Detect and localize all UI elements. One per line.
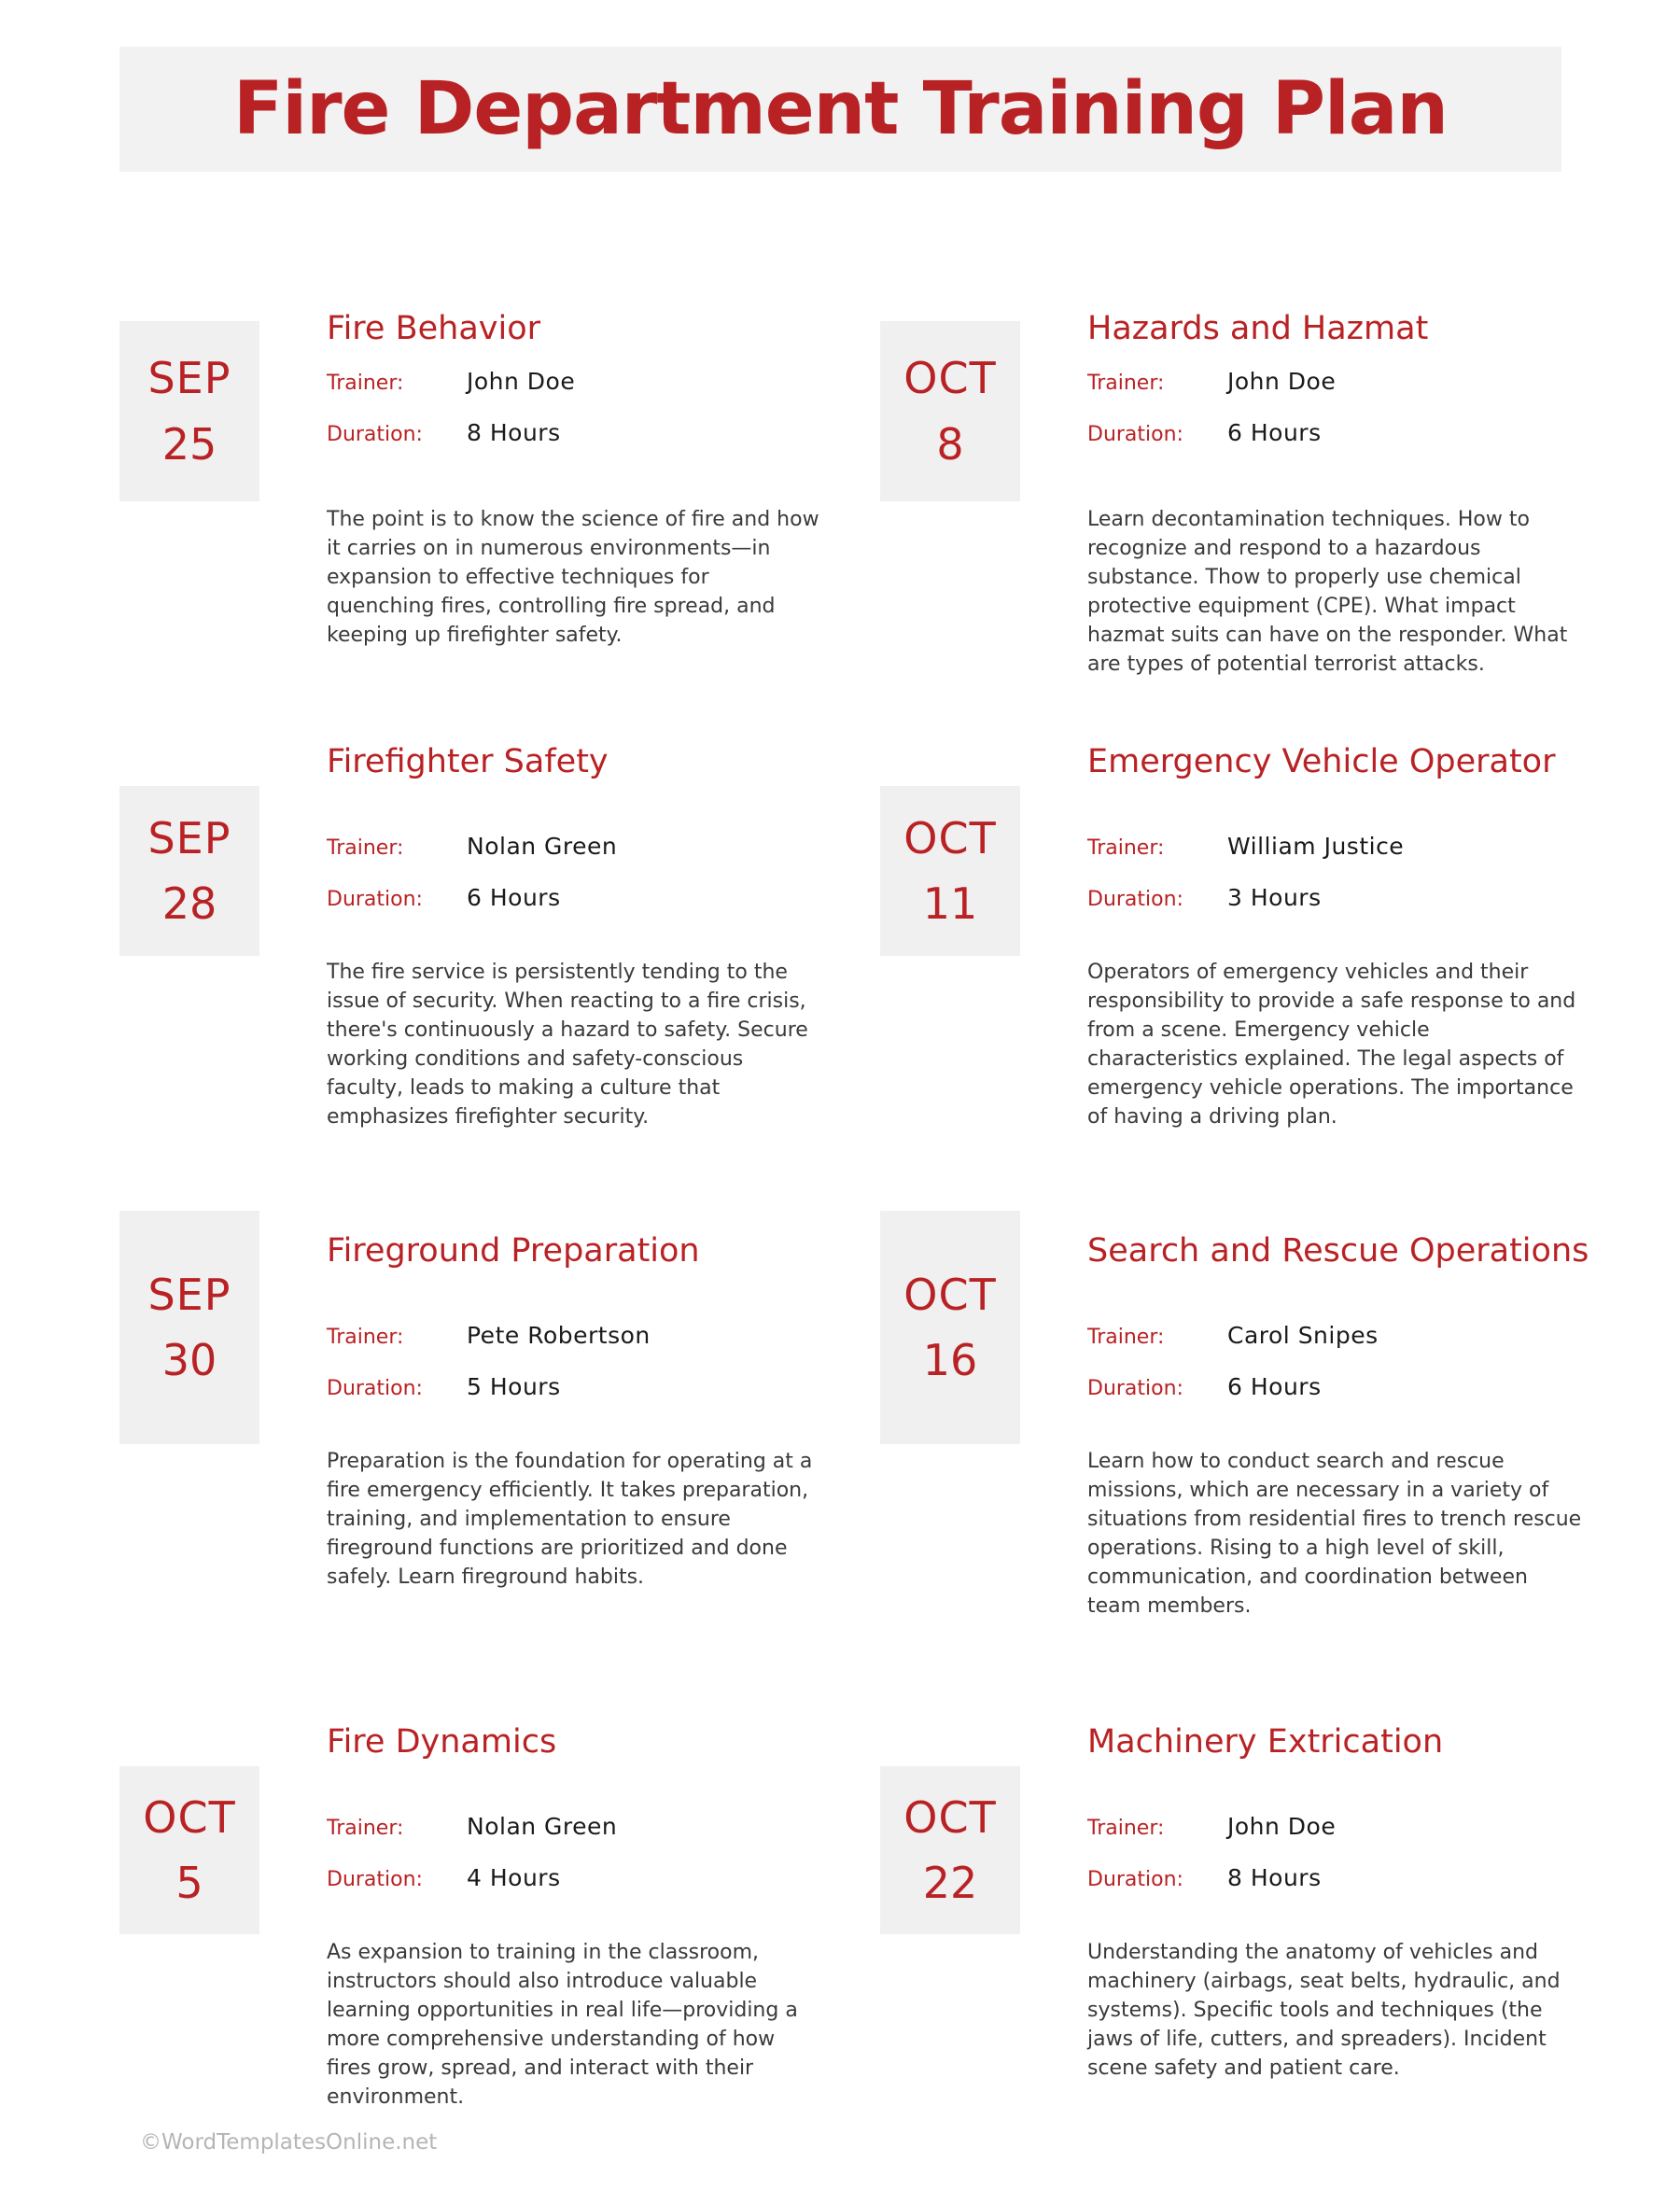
session-title: Fire Dynamics [327,1723,557,1761]
date-month: OCT [903,1791,997,1843]
duration-label: Duration: [1087,888,1183,911]
date-month: OCT [143,1791,236,1843]
date-month: OCT [903,812,997,863]
duration-label: Duration: [327,1868,423,1891]
trainer-row [1087,833,1404,860]
session-title: Fireground Preparation [327,1232,700,1270]
date-box [880,786,1020,956]
date-box [880,321,1020,501]
session-description: Preparation is the foundation for operating at a fire emergency efficiently. It takes preparation, training, and implementation to ensure fireground functions are prioritized and done safely. Learn fireground habits. [327,1450,813,1589]
session-title: Machinery Extrication [1087,1723,1444,1761]
page-title: Fire Department Training Plan [233,67,1448,151]
duration-label: Duration: [1087,1868,1183,1891]
date-day: 28 [161,878,217,929]
duration-value: 6 Hours [467,884,561,911]
trainer-name: Pete Robertson [467,1322,651,1349]
date-box [119,786,259,956]
duration-label: Duration: [327,888,423,911]
session-description: The fire service is persistently tending to the issue of security. When reacting to a fire crisis, there's continuously a hazard to safety. Secure working conditions and safety-conscious faculty, leads to making a culture that emphasizes firefighter security. [327,961,808,1129]
trainer-name: John Doe [1227,1813,1337,1840]
trainer-row [1087,368,1336,395]
duration-value: 3 Hours [1227,884,1322,911]
trainer-row [327,833,617,860]
duration-label: Duration: [1087,423,1183,446]
trainer-row [327,368,575,395]
duration-label: Duration: [327,423,423,446]
date-box [880,1766,1020,1934]
date-box [119,1211,259,1444]
date-day: 30 [161,1335,217,1385]
duration-value: 6 Hours [1227,419,1322,446]
date-month: SEP [147,1269,231,1320]
date-month: OCT [903,353,997,404]
session-title: Hazards and Hazmat [1087,310,1429,347]
duration-value: 8 Hours [467,419,561,446]
duration-row [327,1864,561,1891]
date-month: OCT [903,1269,997,1320]
session-description: The point is to know the science of fire and how it carries on in numerous environments—in expansion to effective techniques for quenching fires, controlling fire spread, and keeping up firefighter safety. [327,508,819,647]
date-day: 11 [922,878,978,929]
footer-copyright: ©WordTemplatesOnline.net [140,2130,438,2155]
title-banner [119,47,1561,172]
trainer-name: William Justice [1227,833,1405,860]
duration-label: Duration: [327,1377,423,1400]
trainer-row [327,1813,617,1840]
trainer-row [1087,1813,1336,1840]
trainer-name: Carol Snipes [1227,1322,1379,1349]
trainer-label: Trainer: [327,1817,404,1840]
session-description: Learn decontamination techniques. How to recognize and respond to a hazardous substance. Thow to properly use chemical protective equipment (CPE). What impact hazmat suits can have on the responder. What are types of potential terrorist attacks. [1087,508,1568,676]
duration-value: 8 Hours [1227,1864,1322,1891]
session-title: Search and Rescue Operations [1087,1232,1589,1270]
duration-row [1087,419,1322,446]
date-day: 22 [922,1858,978,1908]
duration-value: 5 Hours [467,1373,561,1400]
session-description: As expansion to training in the classroom, instructors should also introduce valuable learning opportunities in real life—providing a more comprehensive understanding of how fires grow, spread, and interact with their environment. [327,1941,798,2109]
duration-label: Duration: [1087,1377,1183,1400]
trainer-name: John Doe [467,368,576,395]
date-box [119,321,259,501]
date-box [880,1211,1020,1444]
duration-row [327,1373,561,1400]
trainer-label: Trainer: [327,836,404,860]
trainer-name: Nolan Green [467,833,618,860]
trainer-row [1087,1322,1379,1349]
session-description: Understanding the anatomy of vehicles and machinery (airbags, seat belts, hydraulic, and systems). Specific tools and techniques (the jaws of life, cutters, and spreaders). Incident scene safety and patient care. [1087,1941,1561,2080]
trainer-name: John Doe [1227,368,1337,395]
session-title: Fire Behavior [327,310,541,347]
session-title: Firefighter Safety [327,743,609,780]
duration-row [1087,1864,1322,1891]
date-box [119,1766,259,1934]
date-day: 8 [936,418,964,470]
trainer-name: Nolan Green [467,1813,618,1840]
date-month: SEP [147,812,231,863]
date-day: 5 [175,1858,203,1908]
date-day: 16 [922,1335,978,1385]
trainer-row [327,1322,651,1349]
session-description: Operators of emergency vehicles and their responsibility to provide a safe response to and from a scene. Emergency vehicle characteristics explained. The legal aspects of emergency vehicle operations. The importance of having a driving plan. [1087,961,1576,1129]
trainer-label: Trainer: [1087,1326,1165,1349]
trainer-label: Trainer: [1087,1817,1165,1840]
session-title: Emergency Vehicle Operator [1087,743,1556,780]
date-month: SEP [147,353,231,404]
duration-row [327,884,561,911]
duration-row [1087,884,1322,911]
duration-row [1087,1373,1322,1400]
session-description: Learn how to conduct search and rescue missions, which are necessary in a variety of situations from residential fires to trench rescue operations. Rising to a high level of skill, communication, and coordination between team members. [1087,1450,1582,1618]
duration-value: 4 Hours [467,1864,561,1891]
trainer-label: Trainer: [1087,836,1165,860]
trainer-label: Trainer: [327,372,404,395]
trainer-label: Trainer: [1087,372,1165,395]
duration-value: 6 Hours [1227,1373,1322,1400]
trainer-label: Trainer: [327,1326,404,1349]
duration-row [327,419,561,446]
date-day: 25 [161,418,217,470]
